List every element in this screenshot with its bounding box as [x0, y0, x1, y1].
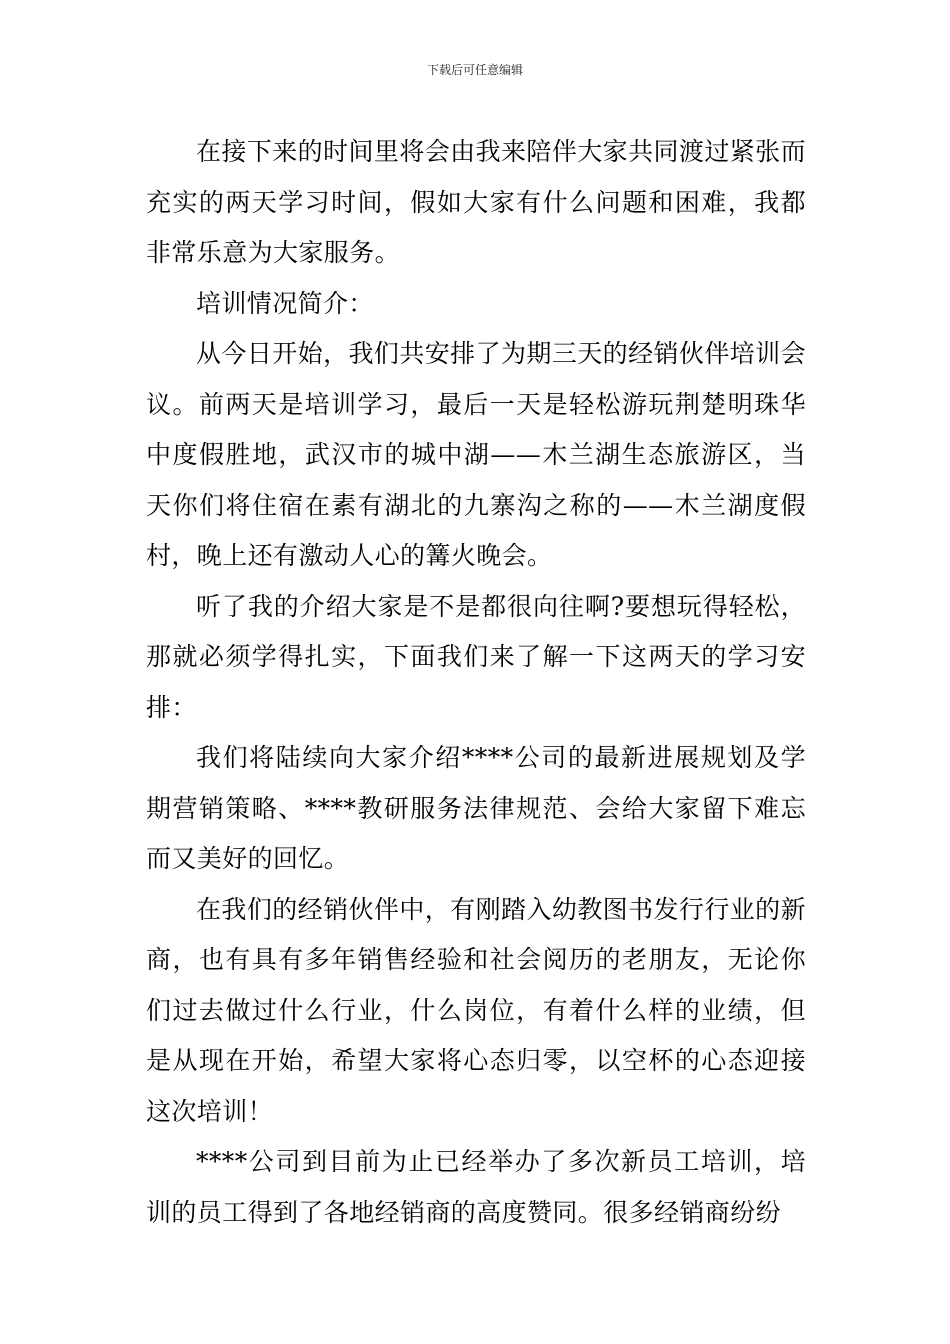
document-body [146, 127, 806, 1238]
paragraph-5: 我们将陆续向大家介绍****公司的最新进展规划及学期营销策略、****教研服务法律规范、会给大家留下难忘而又美好的回忆。 [146, 743, 806, 873]
paragraph-7: ****公司到目前为止已经举办了多次新员工培训，培训的员工得到了各地经销商的高度赞同。很多经销商纷纷 [146, 1147, 806, 1227]
page-header: 下载后可任意编辑 [426, 63, 523, 77]
paragraph-4: 听了我的介绍大家是不是都很向往啊?要想玩得轻松，那就必须学得扎实，下面我们来了解一下这两天的学习安排： [146, 591, 806, 722]
paragraph-2: 培训情况简介： [196, 288, 374, 318]
paragraph-3: 从今日开始，我们共安排了为期三天的经销伙伴培训会议。前两天是培训学习，最后一天是轻松游玩荆楚明珠华中度假胜地，武汉市的城中湖——木兰湖生态旅游区，当天你们将住宿在素有湖北的九寨沟之称的——木兰湖度假村，晚上还有激动人心的篝火晚会。 [146, 339, 806, 570]
paragraph-1: 在接下来的时间里将会由我来陪伴大家共同渡过紧张而充实的两天学习时间，假如大家有什么问题和困难，我都非常乐意为大家服务。 [146, 137, 806, 267]
paragraph-6: 在我们的经销伙伴中，有刚踏入幼教图书发行行业的新商，也有具有多年销售经验和社会阅历的老朋友，无论你们过去做过什么行业，什么岗位，有着什么样的业绩，但是从现在开始，希望大家将心态归零，以空杯的心态迎接这次培训！ [146, 894, 806, 1126]
